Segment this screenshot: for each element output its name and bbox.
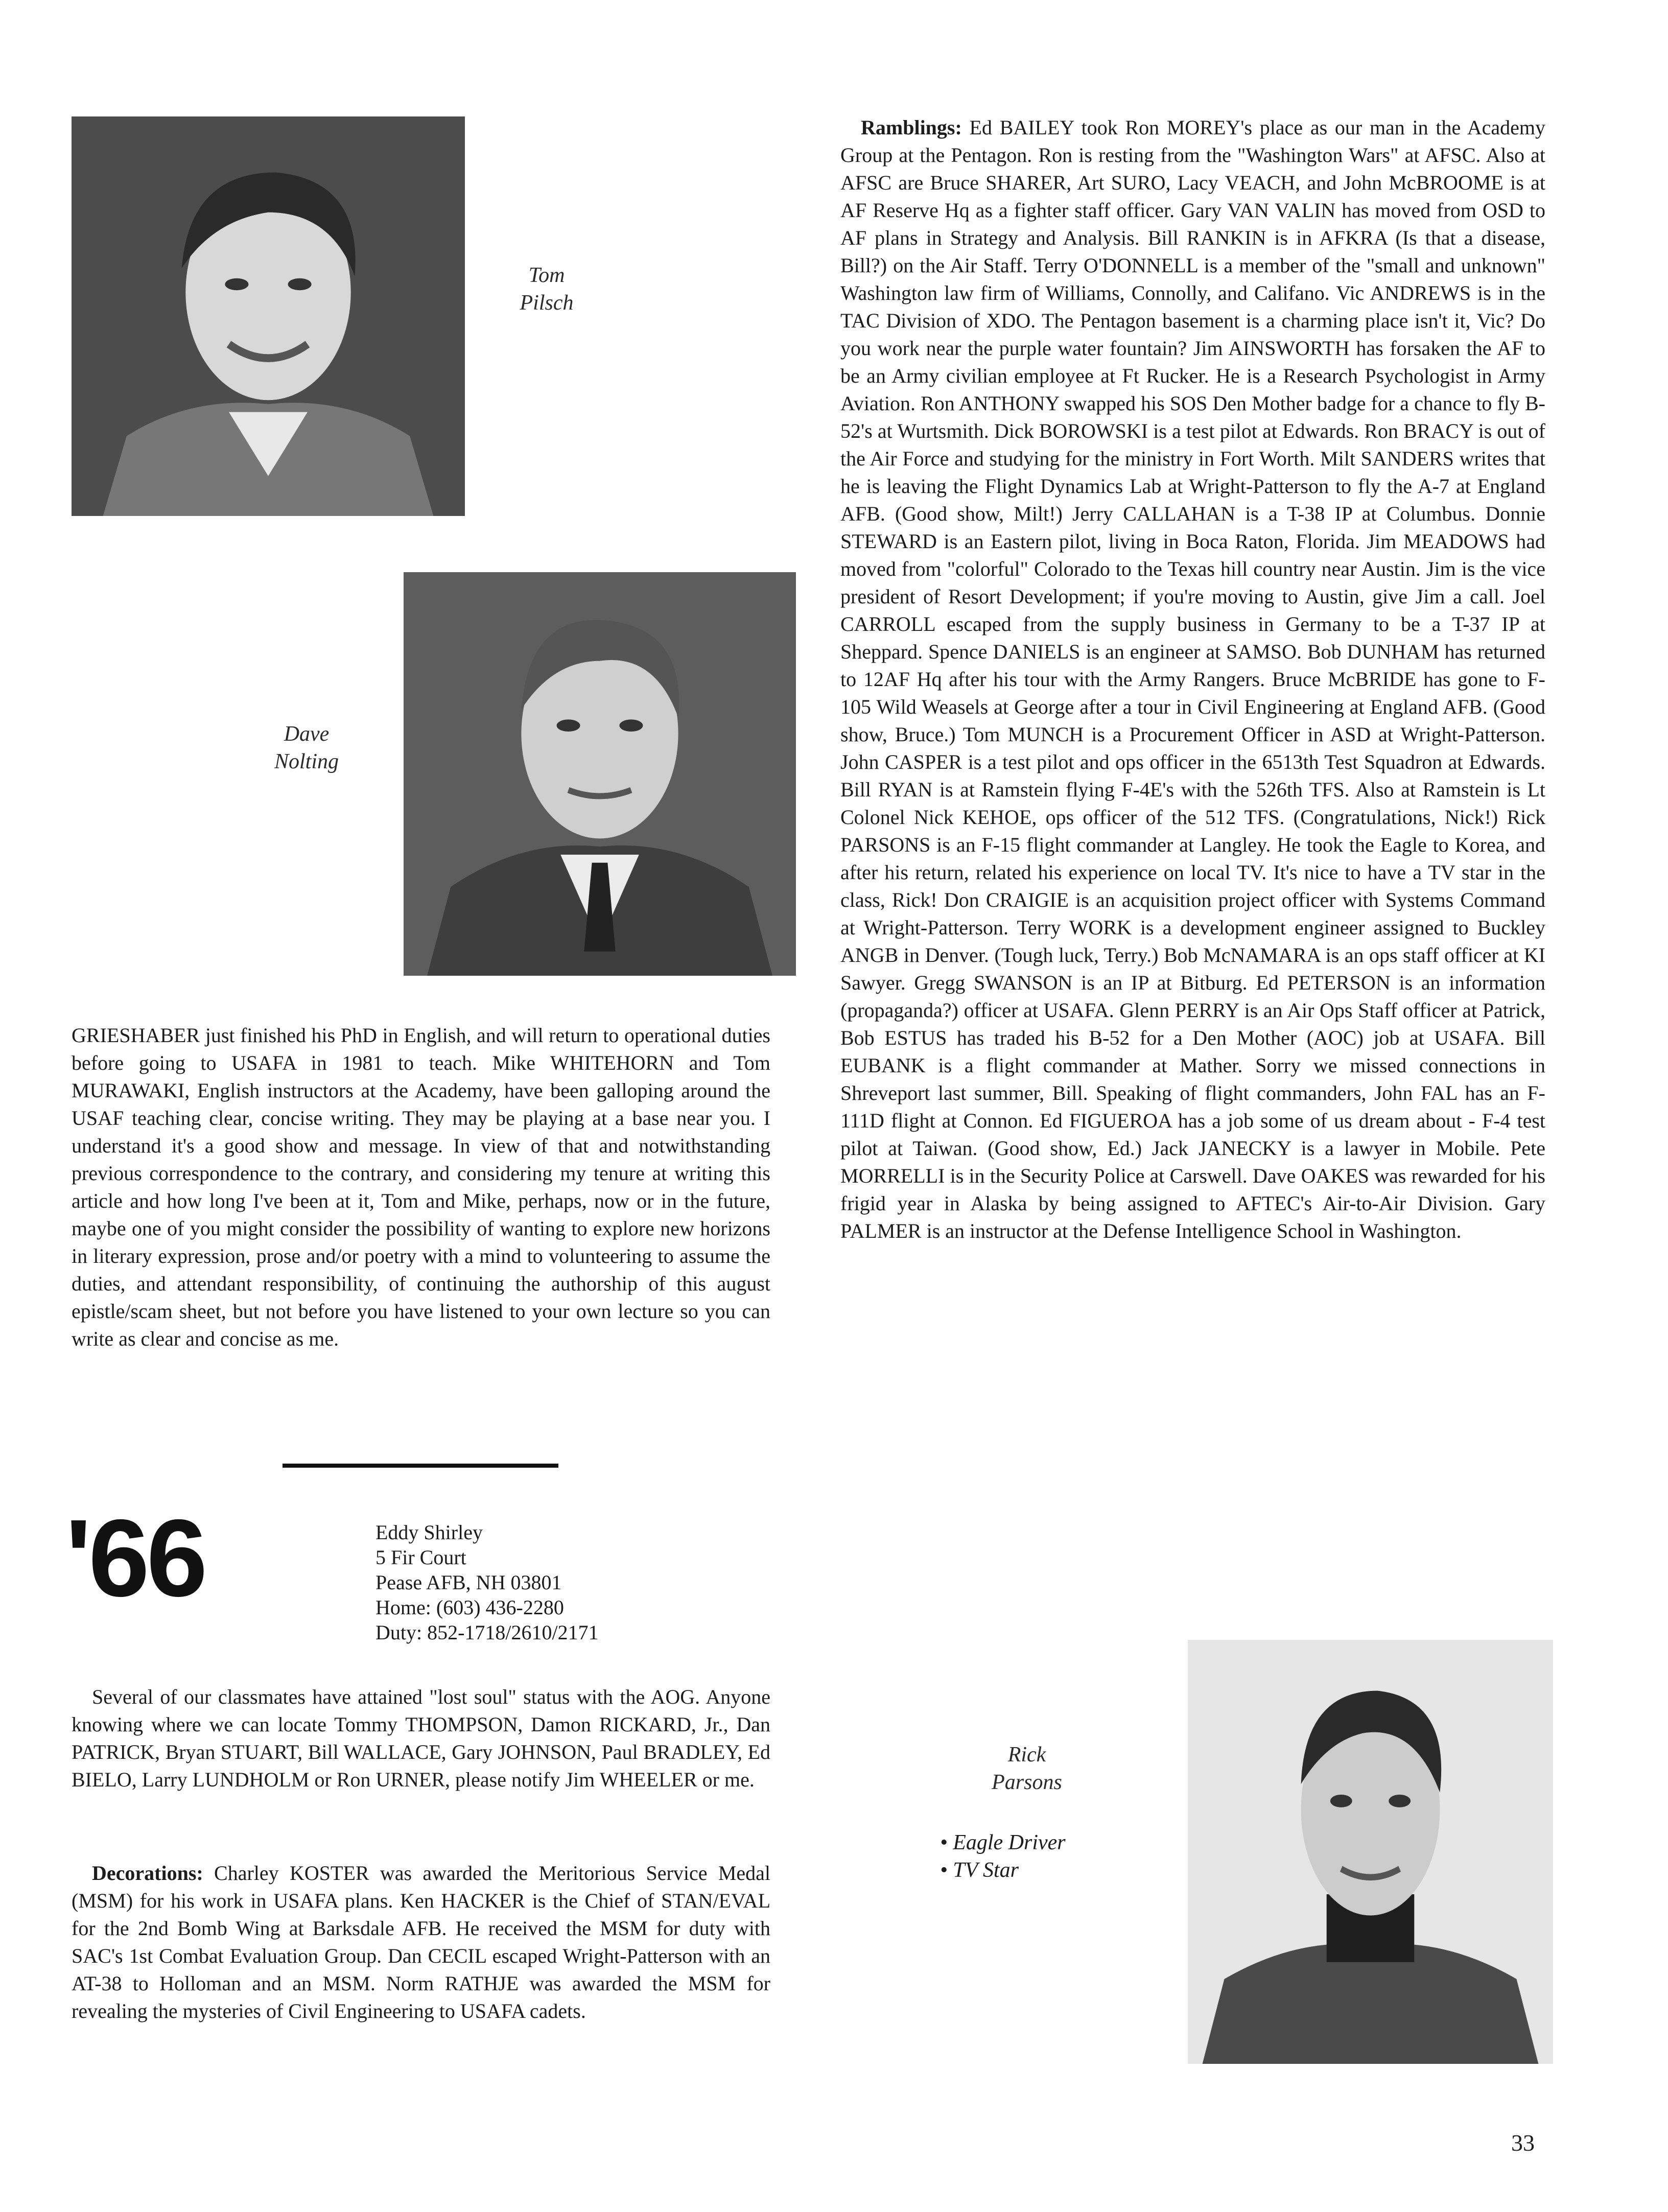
bullet-item: • TV Star [940,1858,1019,1882]
bullet-item: • Eagle Driver [940,1831,1066,1854]
address-duty-phone: Duty: 852-1718/2610/2171 [375,1621,599,1644]
address-home-phone: Home: (603) 436-2280 [375,1596,564,1619]
page-number: 33 [1511,2130,1535,2156]
body-text: Charley KOSTER was awarded the Meritorious Service Medal (MSM) for his work in USAFA plans. Ken HACKER is the Chief of STAN/EVAL for the 2nd Bomb Wing at Barksdale AFB. He received the MSM for duty with SAC's 1st Combat Evaluation Group. Dan CECIL escaped Wright-Patterson with an AT-38 to Holloman and an MSM. Norm RATHJE was awarded the MSM for revealing the mysteries of Civil Engineering to USAFA cadets. [72,1862,771,2022]
address-street: 5 Fir Court [375,1546,466,1569]
decorations-heading: Decorations: [92,1862,203,1885]
photo-dave-nolting [404,572,796,976]
caption-first-name: Dave [284,722,330,746]
body-text: GRIESHABER just finished his PhD in English, and will return to operational duties before going to USAFA in 1981 to teach. Mike WHITEHORN and Tom MURAWAKI, English instructors at the Academy, have been galloping around the USAF teaching clear, concise writing. They may be playing at a base near you. I understand it's a good show and message. In view of that and notwithstanding previous correspondence to the contrary, and considering my tenure at writing this article and how long I've been at it, Tom and Mike, perhaps, now or in the future, maybe one of you might consider the possibility of wanting to explore new horizons in literary expression, prose and/or poetry with a mind to volunteering to assume the duties, and attendant responsibility, of continuing the authorship of this august epistle/scam sheet, but not before you have listened to your own lecture so you can write as clear and concise as me. [72,1024,770,1350]
caption-last-name: Parsons [992,1771,1062,1794]
parsons-bullets [940,1829,1144,1884]
caption-first-name: Rick [1007,1743,1046,1767]
lost-soul-paragraph [72,1683,770,1794]
class-year-heading: '66 [65,1496,205,1619]
ramblings-heading: Ramblings: [861,116,962,139]
caption-tom-pilsch [490,262,603,317]
caption-last-name: Pilsch [520,291,574,315]
caption-dave-nolting [225,720,388,775]
grieshaber-paragraph [72,1022,770,1353]
decorations-paragraph [72,1860,770,2025]
body-text: Several of our classmates have attained "lost soul" status with the AOG. Anyone knowing where we can locate Tommy THOMPSON, Damon RICKARD, Jr., Dan PATRICK, Bryan STUART, Bill WALLACE, Gary JOHNSON, Paul BRADLEY, Ed BIELO, Larry LUNDHOLM or Ron URNER, please notify Jim WHEELER or me. [72,1685,770,1791]
ramblings-paragraph [840,114,1545,1245]
caption-last-name: Nolting [274,750,339,773]
photo-tom-pilsch [72,116,465,516]
caption-rick-parsons [960,1741,1093,1796]
section-divider [283,1464,558,1468]
address-name: Eddy Shirley [375,1521,483,1544]
scribe-address [375,1520,733,1645]
address-city: Pease AFB, NH 03801 [375,1571,562,1594]
body-text: Ed BAILEY took Ron MOREY's place as our man in the Academy Group at the Pentagon. Ron is resting from the "Washington Wars" at AFSC. Also at AFSC are Bruce SHARER, Art SURO, Lacy VEACH, and John McBROOME is at AF Reserve Hq as a fighter staff officer. Gary VAN VALIN has moved from OSD to AF plans in Strategy and Analysis. Bill RANKIN is in AFKRA (Is that a disease, Bill?) on the Air Staff. Terry O'DONNELL is a member of the "small and unknown" Washington law firm of Williams, Connolly, and Califano. Vic ANDREWS is in the TAC Division of XDO. The Pentagon basement is a charming place isn't it, Vic? Do you work near the purple water fountain? Jim AINSWORTH has forsaken the AF to be an Army civilian employee at Ft Rucker. He is a Research Psychologist in Army Aviation. Ron ANTHONY swapped his SOS Den Mother badge for a chance to fly B-52's at Wurtsmith. Dick BOROWSKI is a test pilot at Edwards. Ron BRACY is out of the Air Force and studying for the ministry in Fort Worth. Milt SANDERS writes that he is leaving the Flight Dynamics Lab at Wright-Patterson to fly the A-7 at England AFB. (Good show, Milt!) Jerry CALLAHAN is a T-38 IP at Columbus. Donnie STEWARD is an Eastern pilot, living in Boca Raton, Florida. Jim MEADOWS had moved from "colorful" Colorado to the Texas hill country near Austin. Jim is the vice president of Resort Development; if you're moving to Austin, give Jim a call. Joel CARROLL escaped from the supply business in Germany to be a T-37 IP at Sheppard. Spence DANIELS is an engineer at SAMSO. Bob DUNHAM has returned to 12AF Hq after his tour with the Army Rangers. Bruce McBRIDE has gone to F-105 Wild Weasels at George after a tour in Civil Engineering at England AFB. (Good show, Bruce.) Tom MUNCH is a Procurement Officer in ASD at Wright-Patterson. John CASPER is a test pilot and ops officer in the 6513th Test Squadron at Edwards. Bill RYAN is at Ramstein flying F-4E's with the 526th TFS. Also at Ramstein is Lt Colonel Nick KEHOE, ops officer of the 512 TFS. (Congratulations, Nick!) Rick PARSONS is an F-15 flight commander at Langley. He took the Eagle to Korea, and after his return, related his experience on local TV. It's nice to have a TV star in the class, Rick! Don CRAIGIE is an acquisition project officer with Systems Command at Wright-Patterson. Terry WORK is a development engineer assigned to Buckley ANGB in Denver. (Tough luck, Terry.) Bob McNAMARA is an ops staff officer at KI Sawyer. Gregg SWANSON is an IP at Bitburg. Ed PETERSON is an information (propaganda?) officer at USAFA. Glenn PERRY is an Air Ops Staff officer at Patrick, Bob ESTUS has traded his B-52 for a Den Mother (AOC) job at USAFA. Bill EUBANK is a flight commander at Mather. Sorry we missed connections in Shreveport last summer, Bill. Speaking of flight commanders, John FAL has an F-111D flight at Connon. Ed FIGUEROA has a job some of us dream about - F-4 test pilot at Taiwan. (Good show, Ed.) Jack JANECKY is a lawyer in Mobile. Pete MORRELLI is in the Security Police at Carswell. Dave OAKES was rewarded for his frigid year in Alaska by being assigned to AFTEC's Air-to-Air Division. Gary PALMER is an instructor at the Defense Intelligence School in Washington. [840,116,1546,1242]
caption-first-name: Tom [528,264,565,287]
photo-rick-parsons [1188,1640,1553,2064]
